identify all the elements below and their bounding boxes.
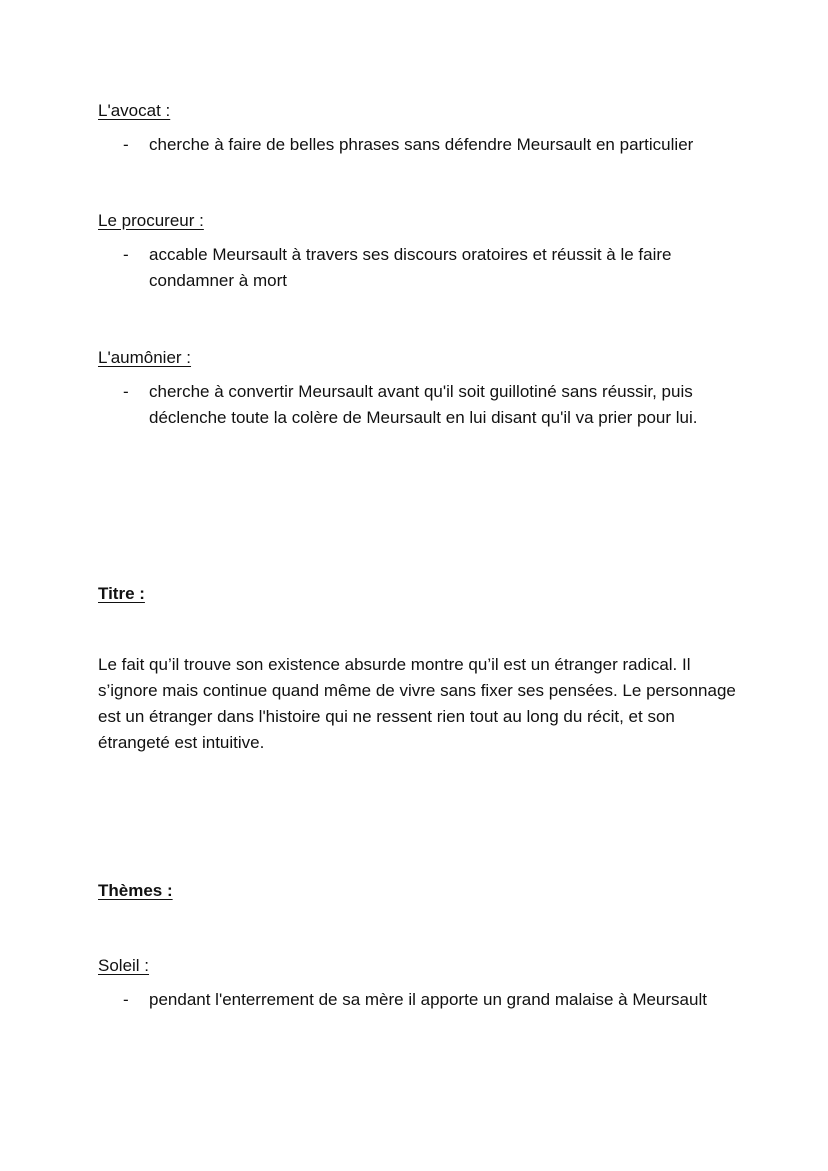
list-item-text: cherche à convertir Meursault avant qu'il soit guillotiné sans réussir, puis déclenche toute la colère de Meursault en lui disant qu'il va prier pour lui.	[149, 382, 698, 427]
list-item	[98, 132, 729, 158]
section-titre-body	[98, 652, 738, 756]
heading-soleil: Soleil :	[98, 956, 150, 975]
bullet-dash: -	[123, 135, 129, 154]
list-item-text: accable Meursault à travers ses discours oratoires et réussit à le faire condamner à mort	[149, 245, 672, 290]
section-titre-heading	[98, 581, 738, 607]
heading-aumonier: L'aumônier :	[98, 348, 192, 367]
bullet-dash: -	[123, 990, 129, 1009]
heading-avocat: L'avocat :	[98, 101, 171, 120]
section-procureur	[98, 208, 738, 294]
list-item-text: pendant l'enterrement de sa mère il apporte un grand malaise à Meursault	[149, 990, 707, 1009]
section-themes	[98, 878, 738, 904]
section-aumonier	[98, 345, 738, 431]
bullet-list-aumonier	[98, 379, 738, 431]
heading-titre: Titre :	[98, 584, 145, 603]
bullet-dash: -	[123, 245, 129, 264]
list-item	[98, 242, 729, 294]
section-avocat	[98, 98, 738, 158]
heading-procureur: Le procureur :	[98, 211, 204, 230]
section-soleil	[98, 953, 738, 1013]
bullet-list-procureur	[98, 242, 738, 294]
list-item	[98, 987, 729, 1013]
heading-themes: Thèmes :	[98, 881, 173, 900]
bullet-list-soleil	[98, 987, 738, 1013]
list-item	[98, 379, 729, 431]
bullet-list-avocat	[98, 132, 738, 158]
list-item-text: cherche à faire de belles phrases sans défendre Meursault en particulier	[149, 135, 694, 154]
bullet-dash: -	[123, 382, 129, 401]
paragraph-titre: Le fait qu’il trouve son existence absurde montre qu’il est un étranger radical. Il s’ignore mais continue quand même de vivre sans fixer ses pensées. Le personnage est un étranger dans l'histoire qui ne ressent rien tout au long du récit, et son étrangeté est intuitive.	[98, 655, 736, 752]
